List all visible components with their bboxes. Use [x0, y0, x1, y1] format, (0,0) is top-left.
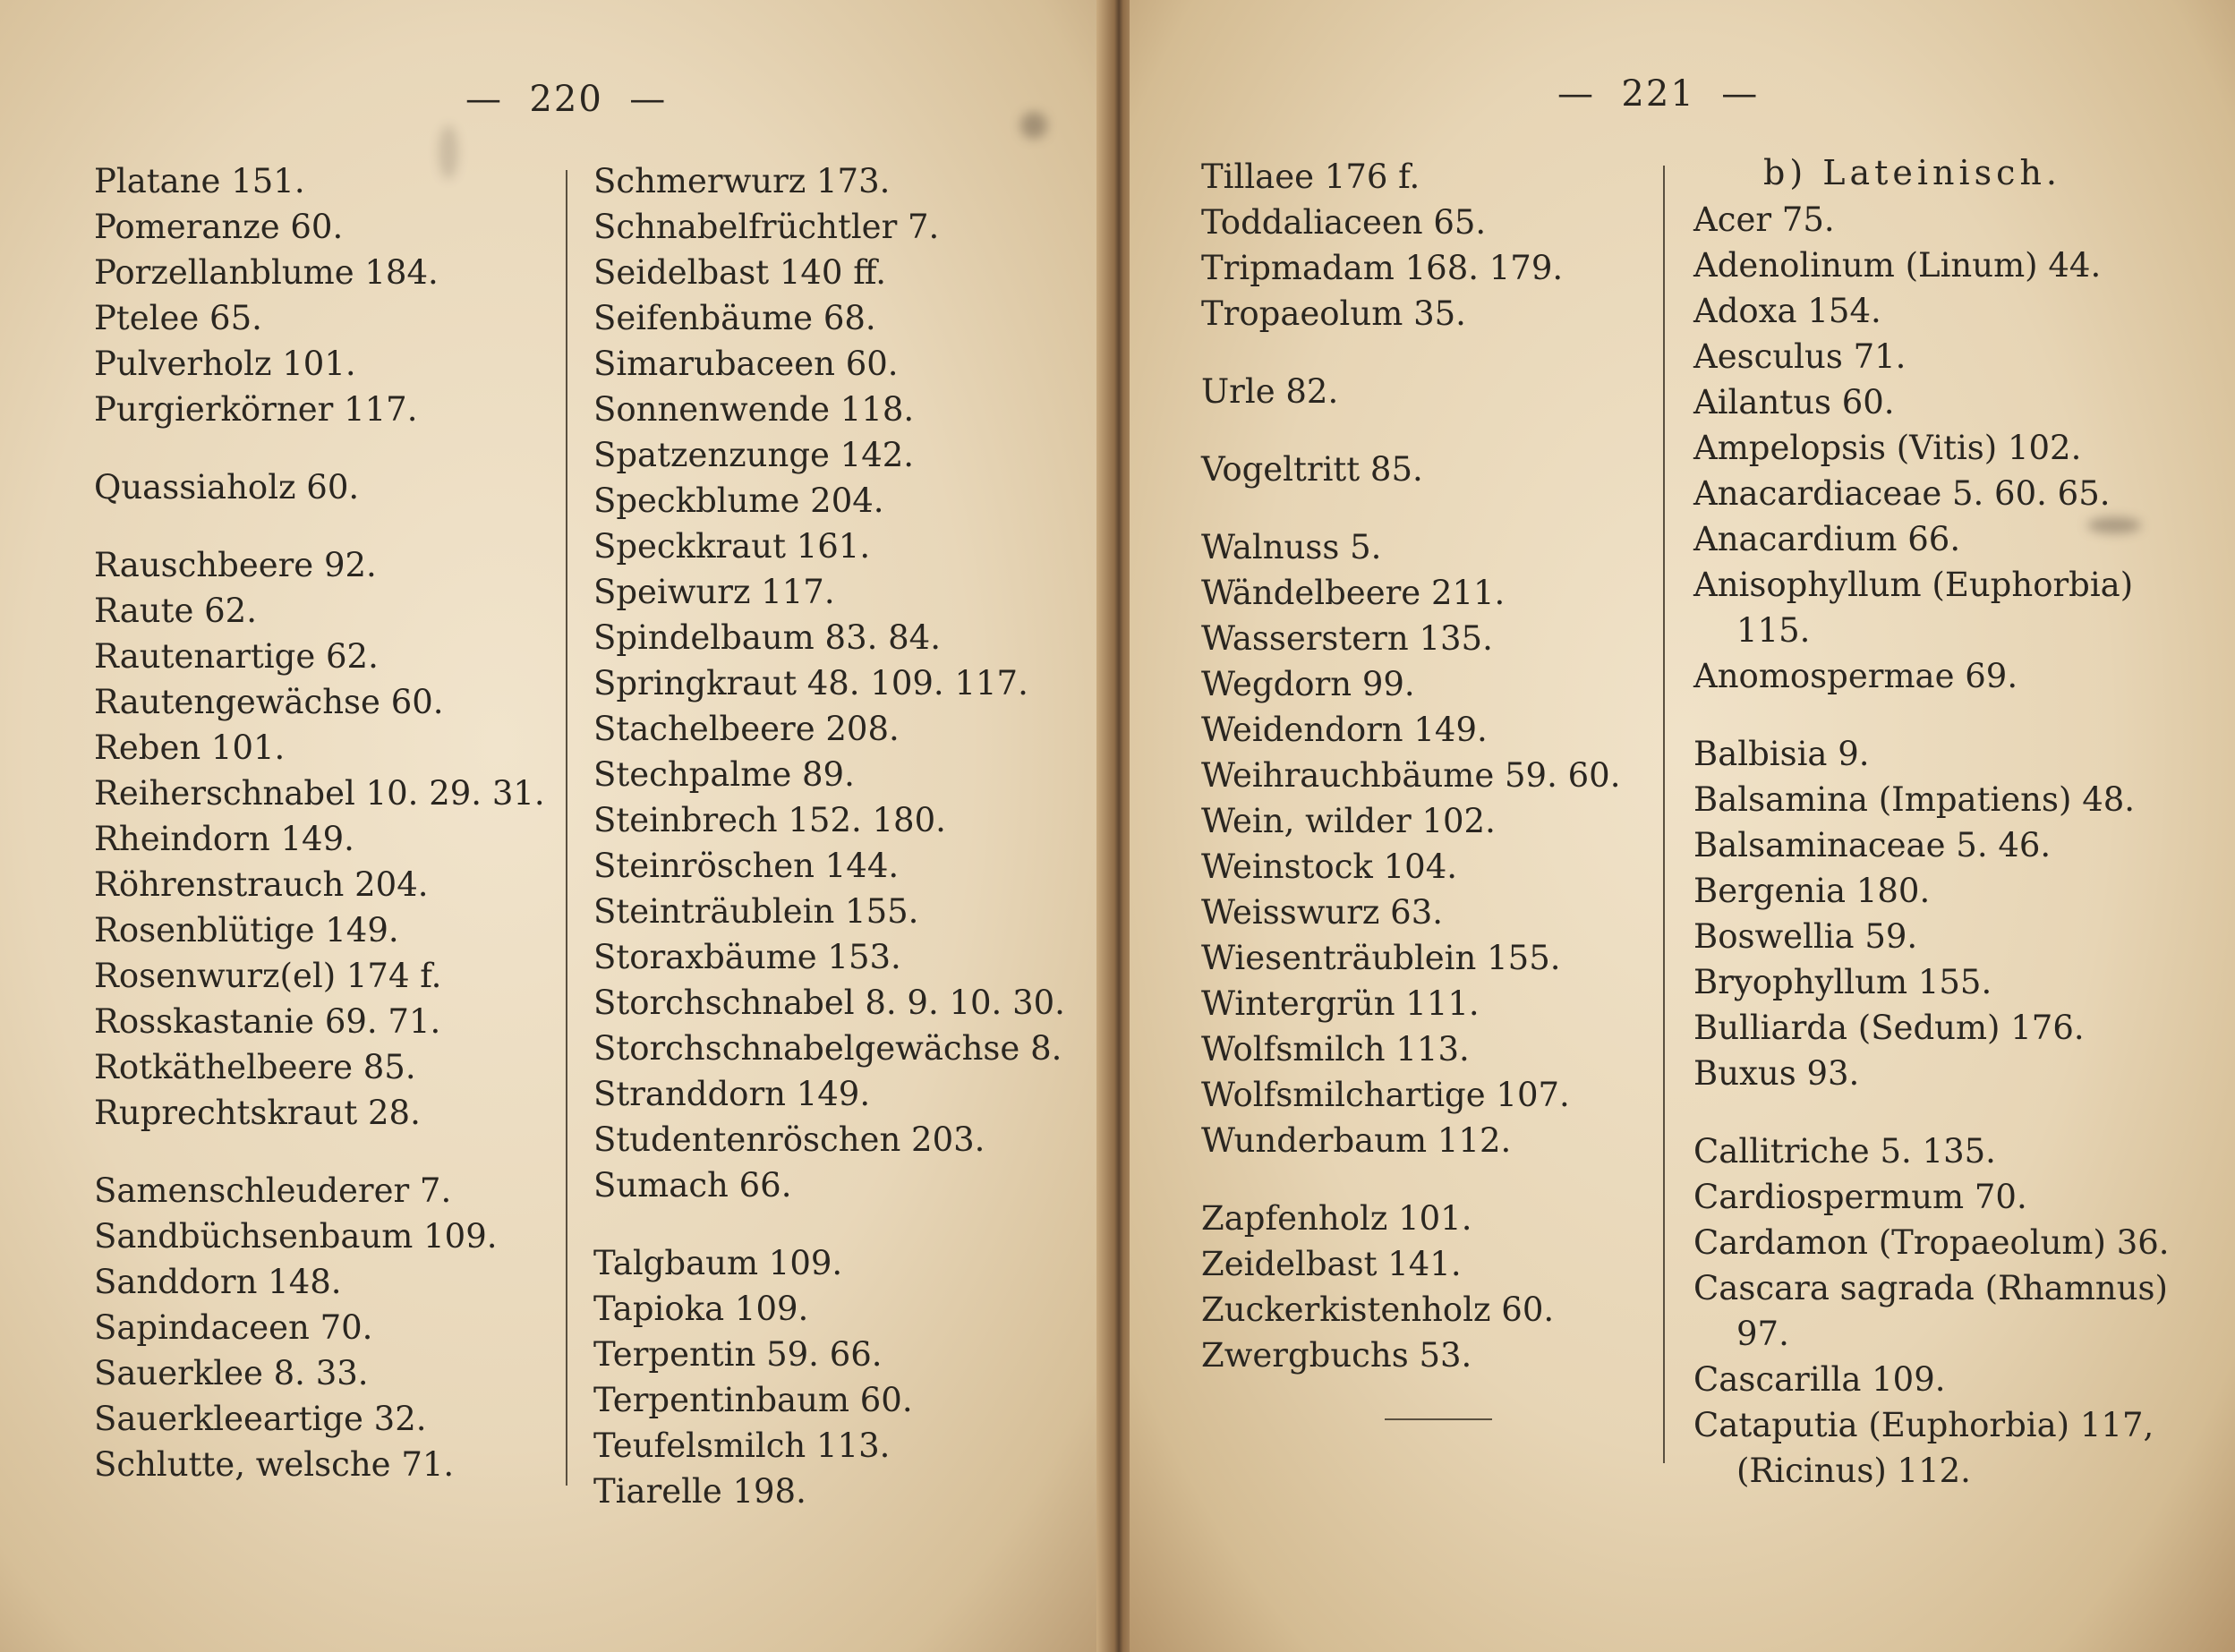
index-entry: Schmerwurz 173. [593, 162, 891, 200]
index-entry: Anomospermae 69. [1693, 657, 2018, 695]
index-entry: Adoxa 154. [1693, 292, 1881, 330]
index-entry: Cascarilla 109. [1693, 1360, 1946, 1399]
index-entry: Tropaeolum 35. [1201, 294, 1466, 333]
index-entry: Rosskastanie 69. 71. [94, 1002, 441, 1041]
index-entry: Cardiospermum 70. [1693, 1178, 2027, 1216]
index-entry: Talgbaum 109. [593, 1244, 843, 1282]
page-number: — 221 — [1557, 73, 1760, 115]
index-entry: Reben 101. [94, 728, 286, 767]
index-entry: Sonnenwende 118. [593, 390, 915, 429]
index-entry: Vogeltritt 85. [1201, 450, 1423, 489]
column-divider [1663, 166, 1665, 1463]
index-entry: Tripmadam 168. 179. [1201, 249, 1564, 287]
index-entry: Bergenia 180. [1693, 872, 1931, 910]
index-entry: Terpentin 59. 66. [593, 1335, 883, 1374]
index-entry: Pomeranze 60. [94, 208, 344, 246]
index-entry: Reiherschnabel 10. 29. 31. [94, 774, 545, 813]
index-entry: Terpentinbaum 60. [593, 1381, 913, 1419]
index-entry: Storaxbäume 153. [593, 938, 901, 976]
index-entry: Tapioka 109. [593, 1290, 809, 1328]
index-entry: Pulverholz 101. [94, 345, 356, 383]
index-entry: Storchschnabelgewächse 8. [593, 1029, 1062, 1068]
index-entry: Steinträublein 155. [593, 892, 919, 931]
index-entry: Seifenbäume 68. [593, 299, 876, 337]
index-entry: Balbisia 9. [1693, 735, 1870, 773]
index-entry: Quassiaholz 60. [94, 468, 360, 507]
index-entry: Ailantus 60. [1693, 383, 1895, 422]
index-entry: Rheindorn 149. [94, 820, 354, 858]
index-entry: Raute 62. [94, 592, 257, 630]
index-entry: Stranddorn 149. [593, 1075, 871, 1113]
index-entry: Stachelbeere 208. [593, 710, 900, 748]
index-entry: Zeidelbast 141. [1201, 1245, 1462, 1283]
index-entry: Urle 82. [1201, 372, 1339, 411]
index-entry: Weisswurz 63. [1201, 893, 1444, 932]
index-column-right-2 [1693, 149, 2170, 1494]
index-entry: Ptelee 65. [94, 299, 262, 337]
index-entry: Tiarelle 198. [593, 1472, 806, 1511]
left-page [0, 0, 1108, 1652]
index-entry: Wegdorn 99. [1201, 665, 1415, 703]
index-entry: Cataputia (Euphorbia) 117, [1693, 1406, 2154, 1444]
index-entry: Sandbüchsenbaum 109. [94, 1217, 498, 1256]
index-entry: Anacardiaceae 5. 60. 65. [1693, 474, 2111, 513]
index-entry: Rotkäthelbeere 85. [94, 1048, 416, 1086]
index-entry: Speckblume 204. [593, 481, 884, 520]
index-entry: Rosenwurz(el) 174 f. [94, 957, 442, 995]
end-rule [1385, 1418, 1492, 1420]
index-entry: Cascara sagrada (Rhamnus) [1693, 1269, 2168, 1307]
index-entry: Zapfenholz 101. [1201, 1199, 1472, 1238]
index-entry: Seidelbast 140 ff. [593, 253, 886, 292]
index-entry: Schnabelfrüchtler 7. [593, 208, 940, 246]
index-column-left-2 [593, 158, 1065, 1514]
index-entry: Ampelopsis (Vitis) 102. [1693, 429, 2082, 467]
index-entry: Tillaee 176 f. [1201, 158, 1420, 196]
index-entry: Acer 75. [1693, 200, 1835, 239]
index-entry: Röhrenstrauch 204. [94, 865, 429, 904]
ink-smudge [1020, 112, 1047, 139]
index-entry: Rautengewächse 60. [94, 683, 444, 721]
index-entry: Stechpalme 89. [593, 755, 855, 794]
index-entry: Weihrauchbäume 59. 60. [1201, 756, 1621, 795]
ink-smudge [439, 125, 458, 179]
index-entry: Zuckerkistenholz 60. [1201, 1290, 1555, 1329]
index-column-left-1 [94, 158, 545, 1487]
index-entry: Sauerklee 8. 33. [94, 1354, 369, 1392]
index-entry: Schlutte, welsche 71. [94, 1445, 455, 1484]
index-entry: Spindelbaum 83. 84. [593, 618, 941, 657]
index-entry: Studentenröschen 203. [593, 1120, 985, 1159]
index-entry: Purgierkörner 117. [94, 390, 418, 429]
index-entry: Teufelsmilch 113. [593, 1426, 891, 1465]
index-entry: Ruprechtskraut 28. [94, 1094, 421, 1132]
index-entry: Balsaminaceae 5. 46. [1693, 826, 2052, 864]
index-entry: Speiwurz 117. [593, 573, 835, 611]
index-entry: Anacardium 66. [1693, 520, 1961, 558]
index-entry: Rosenblütige 149. [94, 911, 399, 949]
index-entry: Simarubaceen 60. [593, 345, 899, 383]
index-entry: Anisophyllum (Euphorbia) [1693, 566, 2134, 604]
index-entry: Boswellia 59. [1693, 917, 1918, 956]
index-entry: Wasserstern 135. [1201, 619, 1493, 658]
right-page [1130, 0, 2235, 1652]
index-entry: Speckkraut 161. [593, 527, 871, 566]
index-entry: Rautenartige 62. [94, 637, 379, 676]
index-entry: Wiesenträublein 155. [1201, 939, 1561, 977]
index-entry: Springkraut 48. 109. 117. [593, 664, 1028, 703]
index-entry: (Ricinus) 112. [1736, 1452, 1971, 1490]
index-entry: Adenolinum (Linum) 44. [1693, 246, 2102, 285]
index-entry: Samenschleuderer 7. [94, 1171, 452, 1210]
index-entry: Wintergrün 111. [1201, 984, 1480, 1023]
index-entry: Zwergbuchs 53. [1201, 1336, 1472, 1375]
index-entry: Wunderbaum 112. [1201, 1121, 1512, 1160]
index-entry: Weinstock 104. [1201, 847, 1457, 886]
index-column-right-1 [1201, 154, 1620, 1378]
index-entry: Walnuss 5. [1201, 528, 1382, 566]
index-entry: Rauschbeere 92. [94, 546, 377, 584]
index-entry: Wolfsmilchartige 107. [1201, 1076, 1570, 1114]
index-entry: Callitriche 5. 135. [1693, 1132, 1996, 1171]
index-entry: Weidendorn 149. [1201, 711, 1488, 749]
index-entry: Platane 151. [94, 162, 305, 200]
index-entry: 97. [1736, 1315, 1789, 1353]
index-entry: Steinröschen 144. [593, 847, 900, 885]
page-number: — 220 — [465, 79, 668, 120]
index-entry: Bryophyllum 155. [1693, 963, 1992, 1001]
index-entry: Sapindaceen 70. [94, 1308, 373, 1347]
section-heading: b) Lateinisch. [1763, 153, 2061, 192]
index-entry: Spatzenzunge 142. [593, 436, 915, 474]
index-entry: Toddaliaceen 65. [1201, 203, 1487, 242]
index-entry: Sumach 66. [593, 1166, 792, 1205]
index-entry: Buxus 93. [1693, 1054, 1860, 1093]
index-entry: Wein, wilder 102. [1201, 802, 1496, 840]
index-entry: Steinbrech 152. 180. [593, 801, 946, 839]
index-entry: Porzellanblume 184. [94, 253, 439, 292]
index-entry: Balsamina (Impatiens) 48. [1693, 780, 2136, 819]
index-entry: Sauerkleeartige 32. [94, 1400, 427, 1438]
ink-smudge [2087, 517, 2141, 533]
column-divider [566, 170, 567, 1486]
index-entry: Storchschnabel 8. 9. 10. 30. [593, 984, 1065, 1022]
index-entry: Wändelbeere 211. [1201, 574, 1506, 612]
index-entry: Sanddorn 148. [94, 1263, 342, 1301]
index-entry: Cardamon (Tropaeolum) 36. [1693, 1223, 2170, 1262]
index-entry: Wolfsmilch 113. [1201, 1030, 1470, 1069]
index-entry: Aesculus 71. [1693, 337, 1907, 376]
index-entry: Bulliarda (Sedum) 176. [1693, 1009, 2085, 1047]
index-entry: 115. [1736, 611, 1811, 650]
